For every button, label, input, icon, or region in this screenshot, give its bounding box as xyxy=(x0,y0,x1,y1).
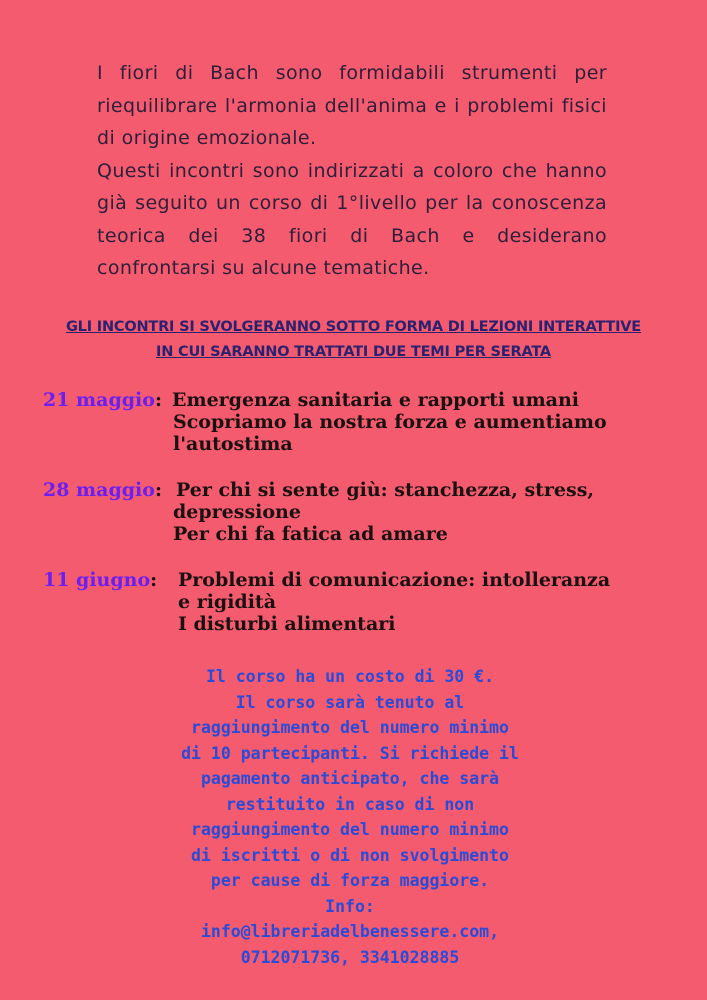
session-date-text: 28 maggio xyxy=(43,479,155,501)
session-date-text: 11 giugno xyxy=(43,569,151,591)
session-topic-line: Problemi di comunicazione: intolleranza xyxy=(178,569,611,591)
contact-email: info@libreriadelbenessere.com, xyxy=(200,922,499,941)
session-item xyxy=(43,389,693,455)
info-line: di iscritti o di non svolgimento xyxy=(191,845,509,865)
intro-text xyxy=(97,57,607,285)
info-line: Il corso ha un costo di 30 €. xyxy=(205,667,495,686)
heading-line-1: GLI INCONTRI SI SVOLGERANNO SOTTO FORMA DI LEZIONI INTERATTIVE xyxy=(65,319,642,335)
session-date-separator: : xyxy=(154,479,162,501)
session-date xyxy=(43,389,162,411)
info-line: raggiungimento del numero minimo xyxy=(191,718,509,737)
section-heading xyxy=(10,315,697,365)
session-date-separator: : xyxy=(154,389,162,411)
session-topic-line: e rigidità xyxy=(178,591,277,613)
session-topic-line: Scopriamo la nostra forza e aumentiamo xyxy=(173,411,607,433)
info-line: raggiungimento del numero minimo xyxy=(191,820,509,839)
session-topic-line: l'autostima xyxy=(173,433,293,455)
session-date xyxy=(43,479,162,501)
info-line: pagamento anticipato, che sarà xyxy=(200,769,499,788)
session-topic-line: Per chi si sente giù: stanchezza, stress, xyxy=(176,479,595,501)
session-topic-line: depressione xyxy=(173,501,301,523)
info-line: di 10 partecipanti. Si richiede il xyxy=(181,743,519,763)
info-line: restituito in caso di non xyxy=(225,794,475,814)
contact-phones: 0712071736, 3341028885 xyxy=(240,947,460,967)
session-topic-line: I disturbi alimentari xyxy=(178,613,396,635)
session-item xyxy=(43,569,693,635)
session-date-text: 21 maggio xyxy=(43,389,155,411)
intro-paragraph-2: Questi incontri sono indirizzati a coloro che hanno già seguito un corso di 1°livello per la conoscenza teorica dei 38 fiori di Bach e desiderano confrontarsi su alcune tematiche. xyxy=(97,159,607,279)
info-line: per cause di forza maggiore. xyxy=(210,871,490,890)
info-line: Il corso sarà tenuto al xyxy=(235,692,465,712)
intro-paragraph-1: I fiori di Bach sono formidabili strumenti per riequilibrare l'armonia dell'anima e i problemi fisici di origine emozionale. xyxy=(97,62,607,149)
course-info xyxy=(100,664,600,970)
session-topic-line: Emergenza sanitaria e rapporti umani xyxy=(172,389,580,411)
session-date xyxy=(43,569,157,591)
session-item xyxy=(43,479,693,545)
session-list xyxy=(43,389,693,659)
heading-line-2: IN CUI SARANNO TRATTATI DUE TEMI PER SERATA xyxy=(156,344,551,360)
session-date-separator: : xyxy=(150,569,158,591)
info-label: Info: xyxy=(325,896,375,916)
session-topic-line: Per chi fa fatica ad amare xyxy=(173,523,448,545)
